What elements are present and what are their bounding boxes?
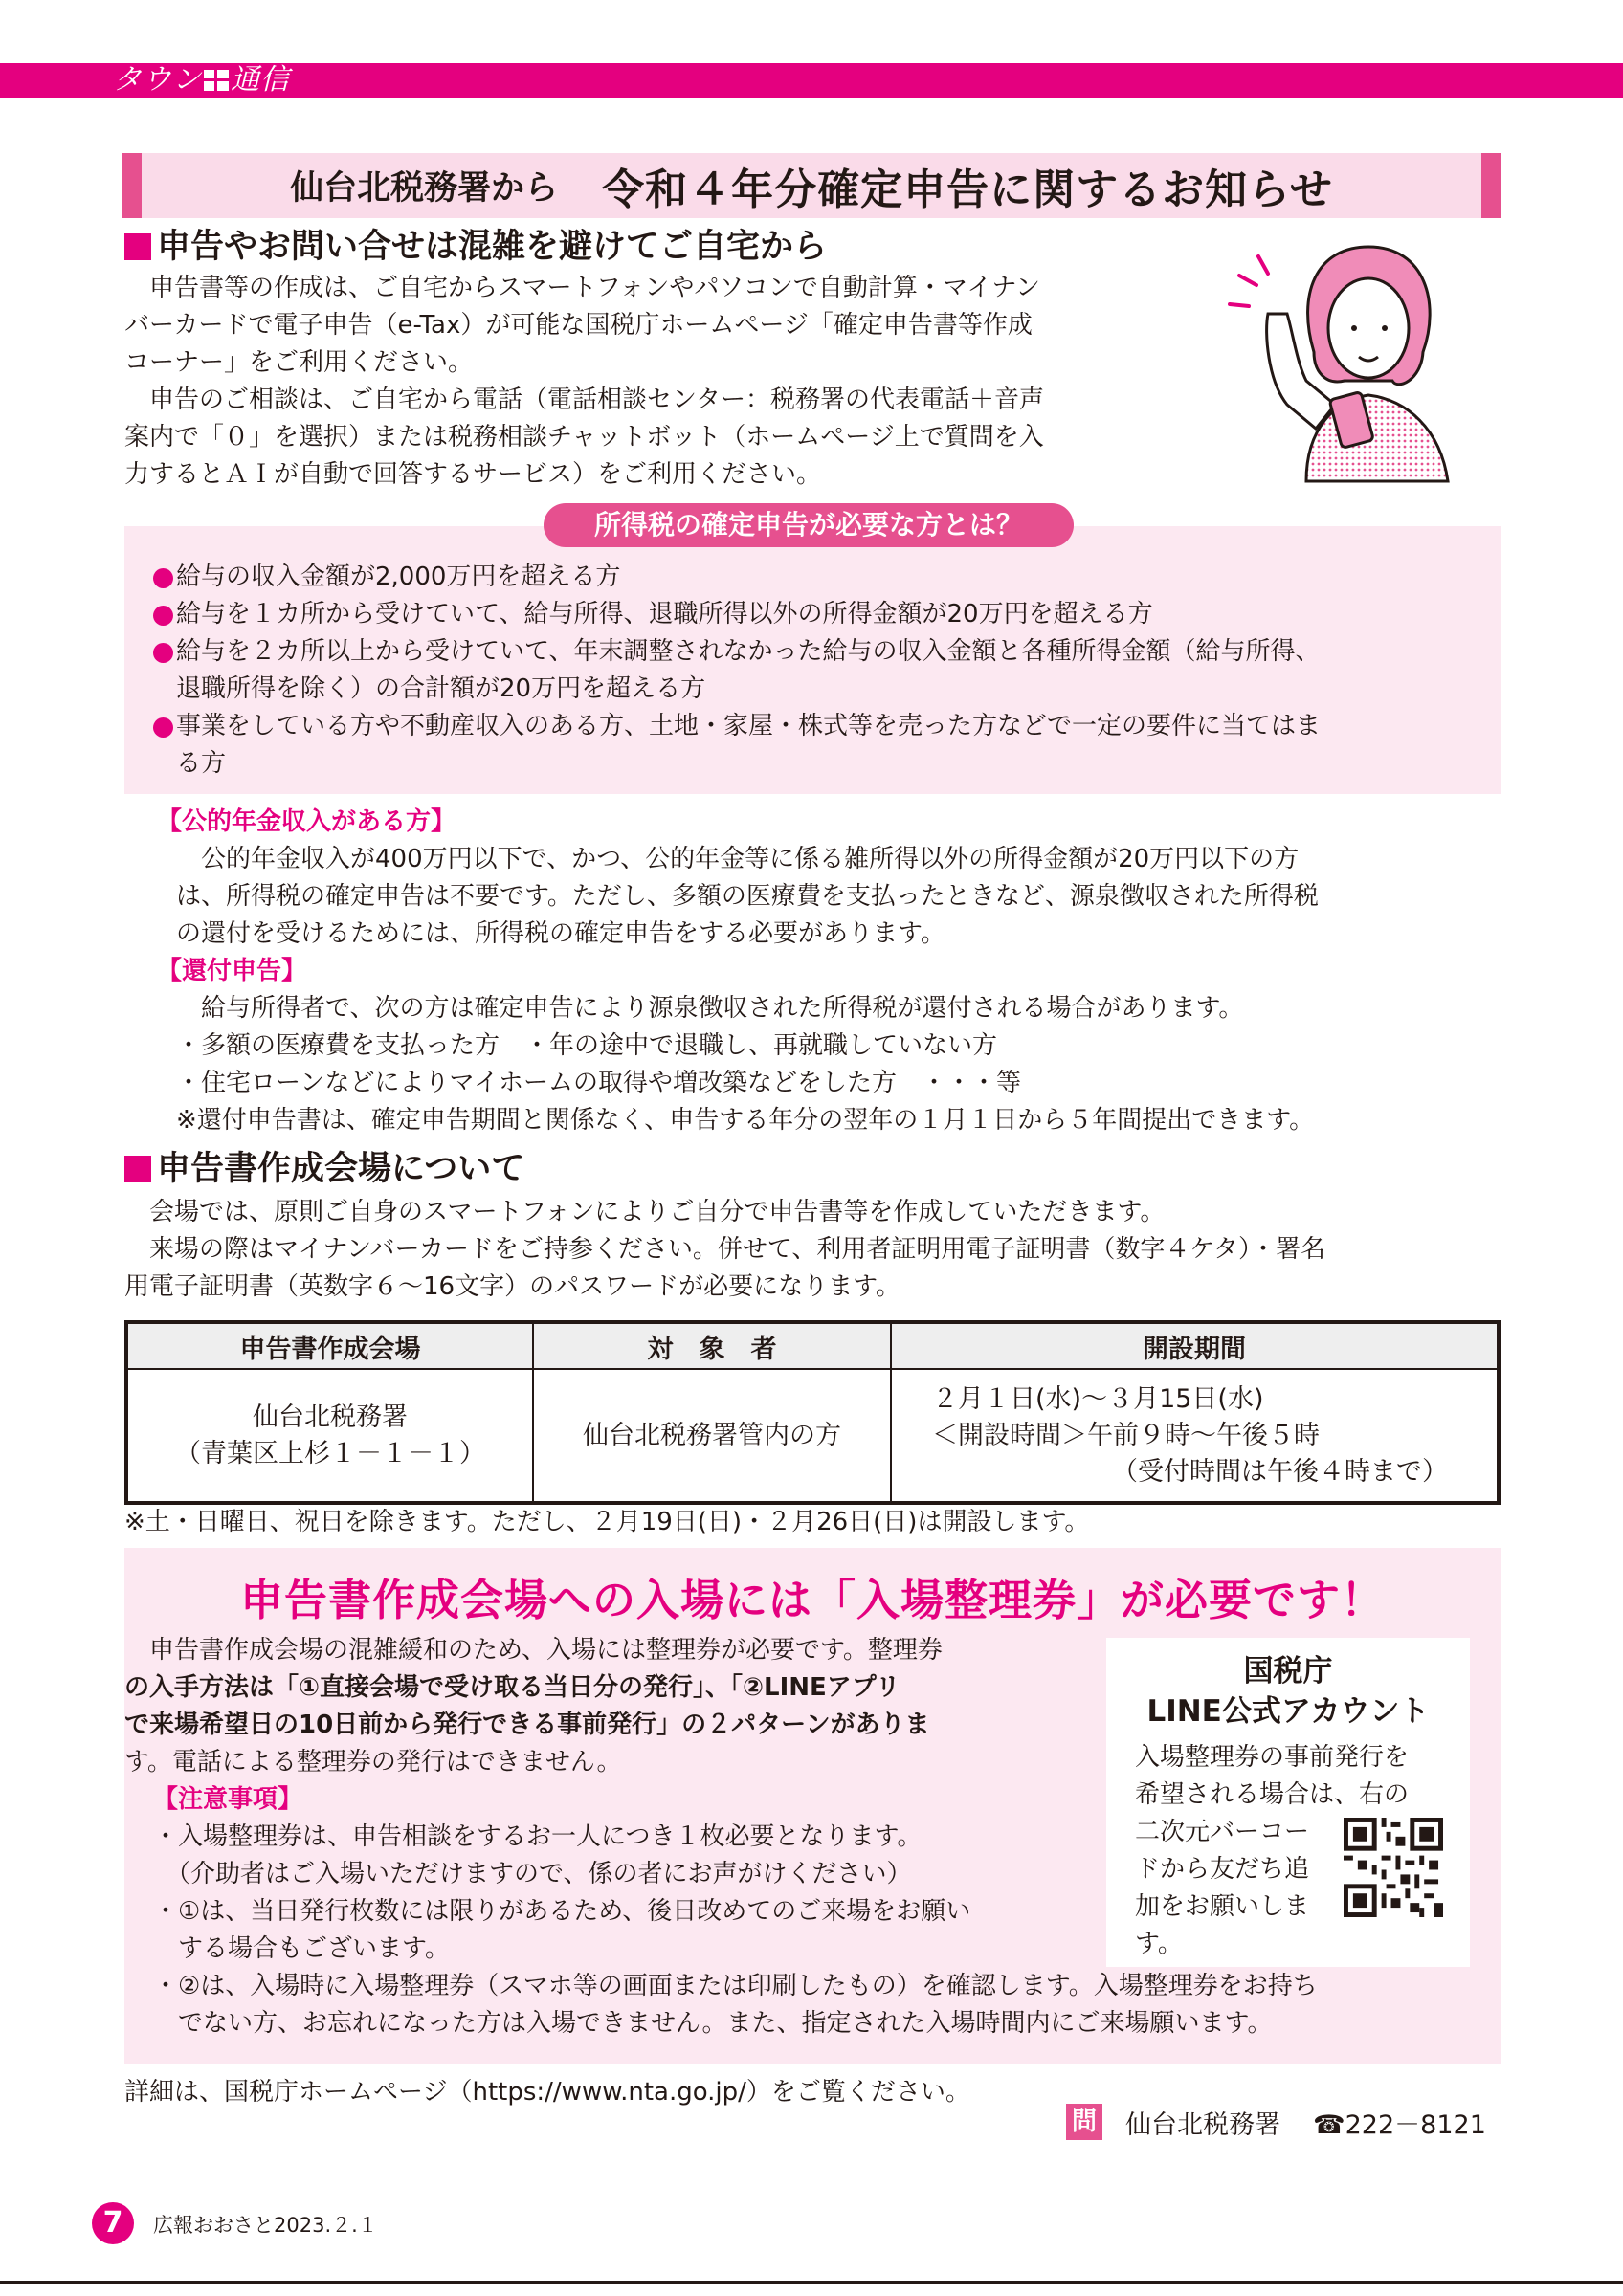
ticket-title: 申告書作成会場への入場には「入場整理券」が必要です！: [239, 1575, 1385, 1625]
page-title: 令和４年分確定申告に関するお知らせ: [602, 166, 1333, 214]
section1-paragraph-2: 申告のご相談は、ご自宅から電話（電話相談センター：税務署の代表電話＋音声 案内で「０」を選択）または税務相談チャットボット（ホームページ上で質問を入 力するとＡＩが自動で回答するサービス）をご利用ください。: [124, 386, 1044, 489]
detail-link-text: 詳細は、国税庁ホームページ（https://www.nta.go.jp/）をご覧ください。: [124, 2078, 970, 2107]
line-account-text: 入場整理券の事前発行を 希望される場合は、右の 二次元バーコー ドから友だち追 加をお願いしま す。: [1135, 1743, 1410, 1958]
section2-text: 会場では、原則ご自身のスマートフォンによりご自分で申告書等を作成していただきます。 来場の際はマイナンバーカードをご持参ください。併せて、利用者証明用電子証明書（数字４ケタ）・署名 用電子証明書（英数字６～16文字）のパスワードが必要になります。: [124, 1198, 1326, 1301]
venue-table: [124, 1320, 1501, 1505]
pension-text: 公的年金収入が400万円以下で、かつ、公的年金等に係る雑所得以外の所得金額が20万円以下の方 は、所得税の確定申告は不要です。ただし、多額の医療費を支払ったときなど、源泉徴収された所得税 の還付を受けるためには、所得税の確定申告をする必要があります。: [176, 845, 1319, 948]
section-heading-venue: 申告書作成会場について: [124, 1148, 524, 1190]
line-account-panel: [1106, 1638, 1470, 1967]
pension-label: 【公的年金収入がある方】: [157, 807, 456, 836]
column-header: 申告書作成会場: [126, 1322, 533, 1369]
target-cell: 仙台北税務署管内の方: [533, 1369, 891, 1503]
refund-text: 給与所得者で、次の方は確定申告により源泉徴収された所得税が還付される場合があります。 ・多額の医療費を支払った方 ・年の途中で退職し、再就職していない方 ・住宅ローンなどによりマイホームの取得や増改築などをした方 ・・・等 ※還付申告書は、確定申告期間と関係なく、申告する年分の翌年の１月１日から５年間提出できます。: [176, 994, 1315, 1135]
table-header-row: [126, 1322, 1499, 1369]
table-row: [126, 1369, 1499, 1503]
section1-paragraph-1: 申告書等の作成は、ご自宅からスマートフォンやパソコンで自動計算・マイナン バーカードで電子申告（e-Tax）が可能な国税庁ホームページ「確定申告書等作成 コーナー」をご利用ください。: [124, 274, 1041, 377]
contact-line: [1066, 2103, 1486, 2141]
title-from: 仙台北税務署から: [290, 169, 559, 208]
section-heading-home: 申告やお問い合せは混雑を避けてご自宅から: [124, 226, 827, 268]
period-cell: ２月１日(水)～３月15日(水) ＜開設時間＞午前９時～午後５時 （受付時間は午後４時まで）: [891, 1369, 1499, 1503]
ticket-intro: 申告書作成会場の混雑緩和のため、入場には整理券が必要です。整理券 の入手方法は「①直接会場で受け取る当日分の発行」、「②LINEアプリ で来場希望日の10日前から発行できる事前発行」の２パターンがありま す。電話による整理券の発行はできません。: [124, 1636, 943, 1777]
line-account-heading: 国税庁 LINE公式アカウント: [1146, 1654, 1430, 1729]
refund-label: 【還付申告】: [157, 957, 307, 985]
square-bullet-icon: [124, 1156, 151, 1182]
inquiry-icon: 問: [1066, 2104, 1102, 2140]
square-bullet-icon: [124, 233, 151, 260]
who-needs-filing-pill: 所得税の確定申告が必要な方とは？: [544, 503, 1074, 547]
contact-office: 仙台北税務署: [1125, 2109, 1280, 2140]
table-note: ※土・日曜日、祝日を除きます。ただし、２月19日(日)・２月26日(日)は開設します。: [124, 1508, 1090, 1536]
woman-with-phone-illustration: [1201, 237, 1459, 486]
filing-criteria-list: [153, 559, 1493, 783]
venue-cell: 仙台北税務署 （青葉区上杉１－１－１）: [126, 1369, 533, 1503]
page-number: 7: [92, 2202, 134, 2244]
list-item: 事業をしている方や不動産収入のある方、土地・家屋・株式等を売った方などで一定の要件に当てはま る方: [153, 708, 1493, 783]
publication-info: 広報おおさと2023.２.１: [153, 2214, 378, 2237]
list-item: 給与を２カ所以上から受けていて、年末調整されなかった給与の収入金額と各種所得金額（給与所得、 退職所得を除く）の合計額が20万円を超える方: [153, 633, 1493, 708]
header-band-label: タウン 通信: [113, 63, 290, 97]
notes-label: 【注意事項】: [153, 1785, 303, 1814]
notes-list-a: ・入場整理券は、申告相談をするお一人につき１枚必要となります。 （介助者はご入場いただけますので、係の者にお声がけください） ・①は、当日発行枚数には限りがあるため、後日改めてのご来場をお願い する場合もございます。: [153, 1822, 971, 1963]
bottom-divider: [0, 2281, 1623, 2284]
column-header: 開設期間: [891, 1322, 1499, 1369]
qr-code-icon[interactable]: [1344, 1818, 1443, 1917]
grid-icon: [204, 70, 229, 91]
contact-phone: ☎222－8121: [1313, 2109, 1486, 2140]
list-item: 給与の収入金額が2,000万円を超える方: [153, 559, 1493, 596]
notes-list-b: ・②は、入場時に入場整理券（スマホ等の画面または印刷したもの）を確認します。入場整理券をお持ち でない方、お忘れになった方は入場できません。また、指定された入場時間内にご来場願います。: [153, 1972, 1318, 2038]
article-title-bar: [122, 153, 1501, 218]
list-item: 給与を１カ所から受けていて、給与所得、退職所得以外の所得金額が20万円を超える方: [153, 596, 1493, 633]
column-header: 対 象 者: [533, 1322, 891, 1369]
